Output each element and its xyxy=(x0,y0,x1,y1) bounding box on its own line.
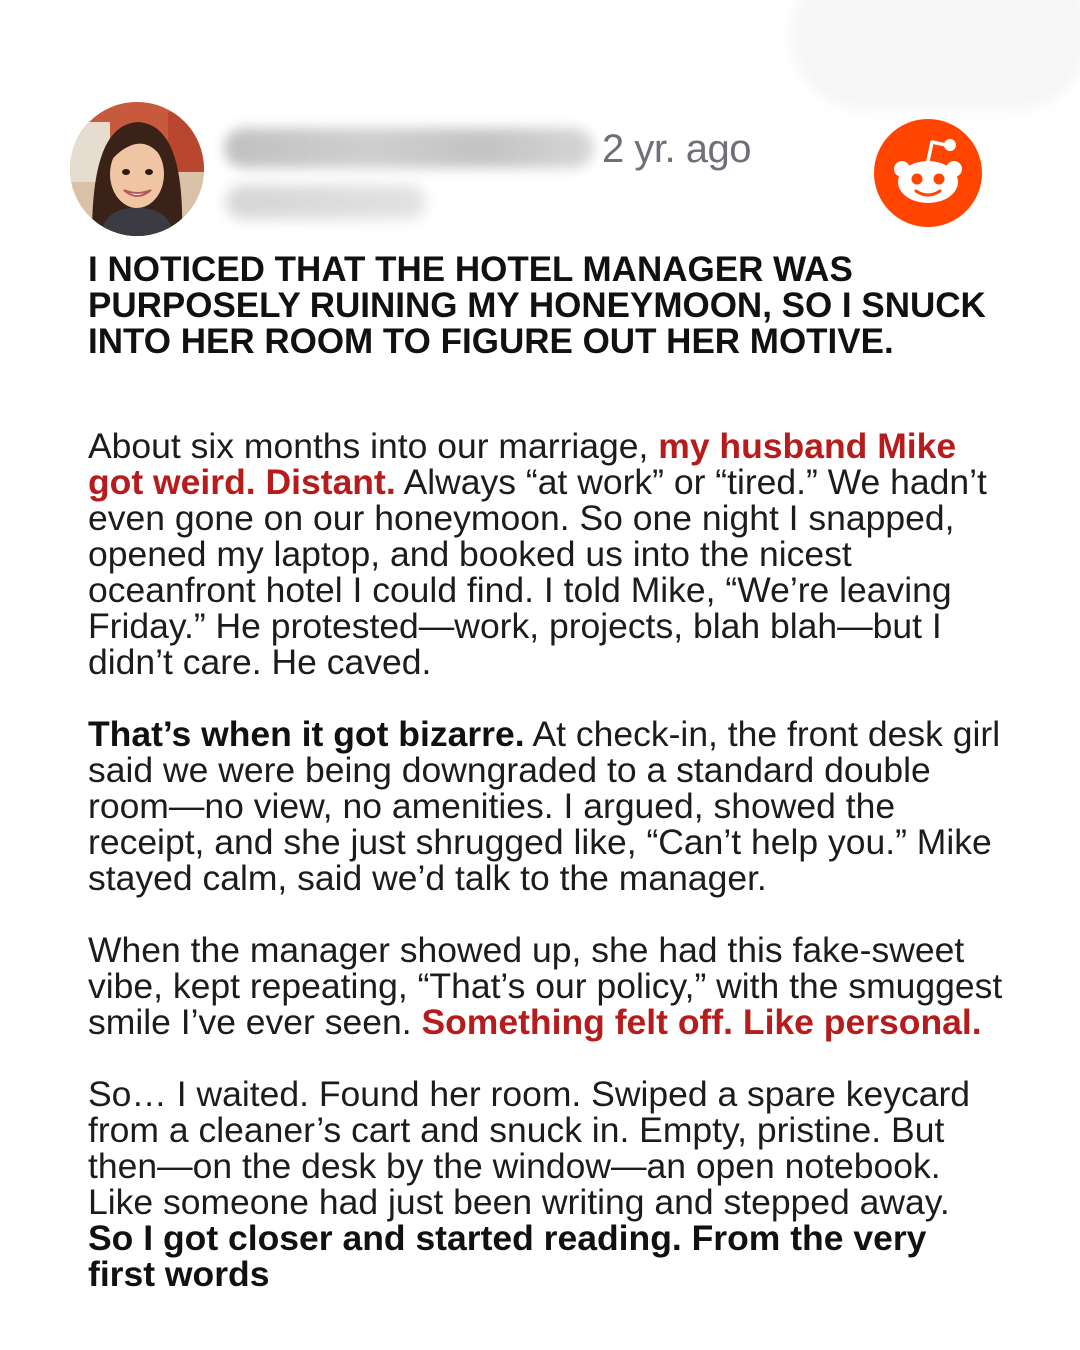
author-subline-redacted xyxy=(226,185,426,219)
paragraph-4-text: So… I waited. Found her room. Swiped a spare keycard from a cleaner’s cart and snuck in. Empty, pristine. But then—on the desk by the window—an open notebook. Like someone had just been writing and stepped away. xyxy=(88,1074,971,1222)
paragraph-1-text: About six months into our marriage, xyxy=(88,426,659,466)
paragraph-2-text: At check-in, the front desk girl said we were being downgraded to a standard double room—no view, no amenities. I argued, showed the receipt, and she just shrugged like, “Can’t help you.” Mike stayed calm, said we’d talk to the manager. xyxy=(88,714,1001,898)
paragraph-1 xyxy=(88,428,1003,680)
post-body xyxy=(88,428,1003,1328)
post-header xyxy=(0,0,1080,245)
paragraph-2 xyxy=(88,716,1003,896)
post-title: I NOTICED THAT THE HOTEL MANAGER WAS PURPOSELY RUINING MY HONEYMOON, SO I SNUCK INTO HER ROOM TO FIGURE OUT HER MOTIVE. xyxy=(88,250,986,361)
post-timestamp: 2 yr. ago xyxy=(602,127,751,171)
paragraph-4-bold: So I got closer and started reading. From the very first words xyxy=(88,1218,927,1294)
paragraph-1-highlight: my husband Mike got weird. Distant. xyxy=(88,426,957,502)
user-avatar[interactable] xyxy=(70,102,204,236)
paragraph-2-bold: That’s when it got bizarre. xyxy=(88,714,525,754)
paragraph-1-text-end: Always “at work” or “tired.” We hadn’t even gone on our honeymoon. So one night I snapped, opened my laptop, and booked us into the nicest oceanfront hotel I could find. I told Mike, “We’re leaving Friday.” He protested—work, projects, blah blah—but I didn’t care. He caved. xyxy=(88,462,987,682)
user-avatar-photo xyxy=(70,102,204,236)
paragraph-3 xyxy=(88,932,1003,1040)
paragraph-3-text: When the manager showed up, she had this fake-sweet vibe, kept repeating, “That’s our policy,” with the smuggest smile I’ve ever seen. xyxy=(88,930,1003,1042)
reddit-logo-icon[interactable] xyxy=(873,118,983,228)
paragraph-3-highlight: Something felt off. Like personal. xyxy=(421,1002,982,1042)
paragraph-4 xyxy=(88,1076,1003,1292)
username-redacted[interactable] xyxy=(224,128,594,168)
